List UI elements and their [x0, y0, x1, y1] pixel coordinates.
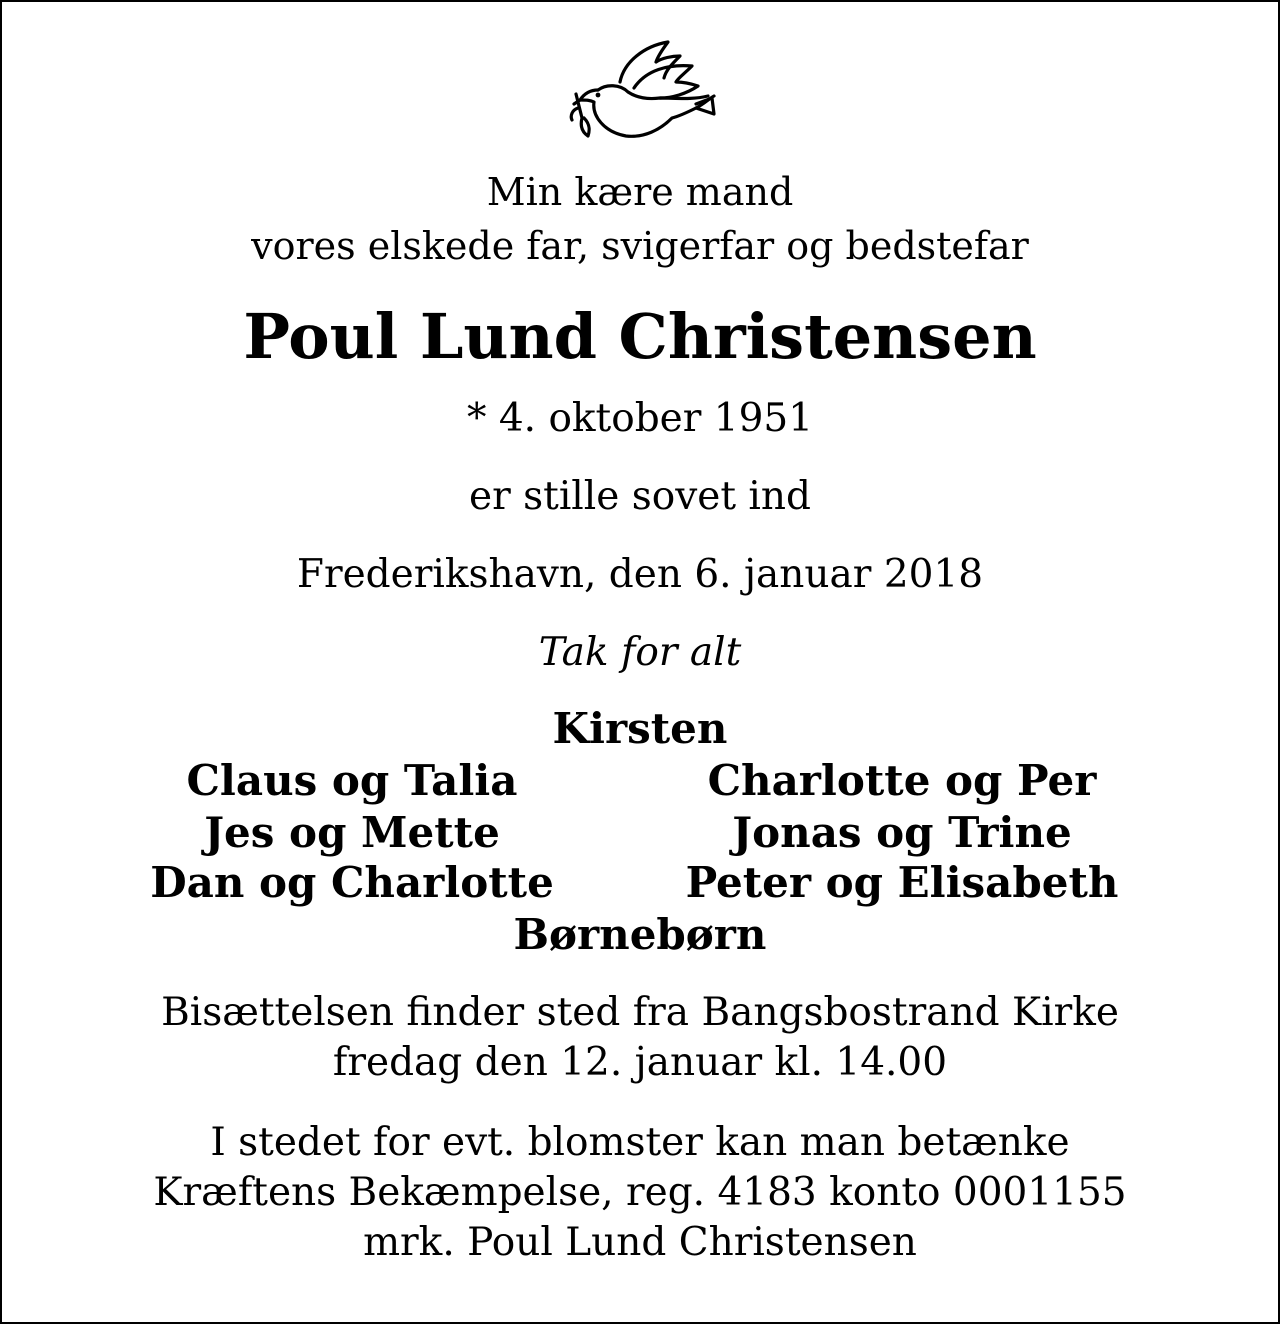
passed-text: er stille sovet ind	[469, 474, 811, 519]
birth-date: * 4. oktober 1951	[466, 396, 814, 441]
family-left-2: Jes og Mette	[204, 808, 500, 857]
family-right-1: Charlotte og Per	[707, 756, 1097, 805]
family-grandchildren: Børnebørn	[513, 910, 767, 959]
deceased-name: Poul Lund Christensen	[243, 300, 1037, 373]
family-right-3: Peter og Elisabeth	[685, 858, 1119, 907]
thanks-text: Tak for alt	[538, 630, 742, 675]
donation-line-3: mrk. Poul Lund Christensen	[363, 1220, 917, 1265]
funeral-line-1: Bisættelsen finder sted fra Bangsbostrand Kirke	[161, 990, 1119, 1035]
family-right-2: Jonas og Trine	[732, 808, 1072, 857]
family-left-3: Dan og Charlotte	[150, 858, 554, 907]
intro-line-1: Min kære mand	[486, 170, 794, 214]
family-spouse: Kirsten	[552, 704, 728, 753]
place-date: Frederikshavn, den 6. januar 2018	[296, 552, 984, 597]
donation-line-1: I stedet for evt. blomster kan man betænke	[210, 1120, 1070, 1165]
funeral-line-2: fredag den 12. januar kl. 14.00	[332, 1040, 948, 1085]
family-left-1: Claus og Talia	[186, 756, 518, 805]
intro-line-2: vores elskede far, svigerfar og bedstefar	[251, 224, 1029, 268]
donation-line-2: Kræftens Bekæmpelse, reg. 4183 konto 0001155	[153, 1170, 1127, 1215]
dove-icon	[568, 38, 718, 148]
